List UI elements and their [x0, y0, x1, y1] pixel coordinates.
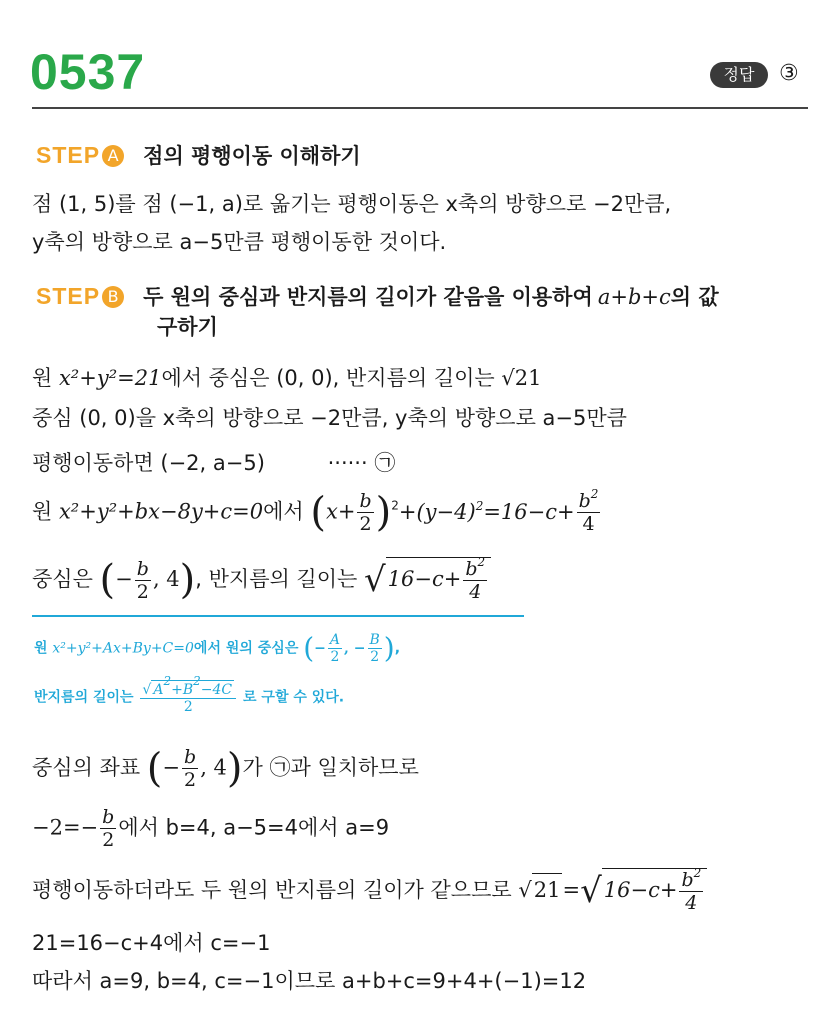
step-b-label: STEP	[36, 283, 101, 309]
circle1-radius: √21	[501, 366, 542, 390]
circle2-rest: $+(y-4)^2=16-c+$	[398, 498, 575, 524]
circle1-line	[32, 362, 542, 394]
step-a-label: STEP	[36, 142, 101, 168]
solve-b-suffix: 에서 b=4, a−5=4에서 a=9	[118, 815, 390, 840]
marker-dots: ······	[327, 451, 368, 475]
solve-b-line	[32, 806, 389, 851]
note-comma-minus: , −	[344, 640, 366, 657]
step-a-title: 점의 평행이동 이해하기	[143, 144, 361, 168]
circle1-mid: 에서 중심은 (0, 0), 반지름의 길이는	[161, 366, 502, 390]
header-divider	[32, 107, 808, 109]
answer-badge: 정답	[710, 62, 768, 88]
x-plus: x+	[326, 499, 356, 524]
minus: −	[115, 567, 133, 591]
center-lparen: (	[99, 557, 116, 603]
fraction-b-over-2-note: $\frac{B}{2}$	[369, 632, 380, 665]
note1-mid: 에서 원의 중심은	[193, 640, 299, 657]
rparen: )	[375, 489, 392, 536]
circle1-prefix: 원	[32, 366, 59, 390]
fraction-b-over-2-center: $\frac{b}{2}$	[136, 557, 149, 603]
final-line: 따라서 a=9, b=4, c=−1이므로 a+b+c=9+4+(−1)=12	[32, 969, 587, 993]
note1-prefix: 원	[34, 640, 53, 657]
circle2-prefix: 원	[32, 499, 59, 524]
match-suffix: 가 ㉠과 일치하므로	[242, 755, 419, 780]
sqrt21: √21=	[518, 878, 580, 902]
match-lparen: (	[146, 745, 163, 792]
move-line2-text: 평행이동하면 (−2, a−5)	[32, 451, 265, 475]
step-b-header	[36, 281, 719, 313]
note-line1: 원 x²+y²+Ax+By+C=0에서 원의 중심은 (− $\frac{A}{2}$ , − $\frac{B}{2}$ ),	[34, 631, 401, 665]
match-4: , 4	[200, 755, 227, 780]
note-minus-1: −	[314, 640, 326, 657]
marker-circle: ㉠	[374, 451, 396, 475]
step-a-line2: y축의 방향으로 a−5만큼 평행이동한 것이다.	[32, 230, 447, 254]
match-line	[32, 746, 419, 791]
sqrt-sign: √	[363, 560, 386, 600]
note2-suffix: 로 구할 수 있다.	[243, 689, 345, 706]
step-a-header	[36, 140, 361, 171]
radius-eq-prefix: 평행이동하더라도 두 원의 반지름의 길이가 같으므로	[32, 878, 519, 902]
fraction-b2-over-4: $\frac{b^2}{4}$	[578, 487, 599, 535]
circle2-line: 원 x²+y²+bx−8y+c=0에서 (x+ $\frac{b}{2}$ )$^2+(y-4)^2=16-c+$ $\frac{b^2}{4}$	[32, 487, 599, 536]
radius-equal-line	[32, 868, 707, 914]
note-rparen: )	[383, 631, 395, 665]
match-prefix: 중심의 좌표	[32, 755, 141, 780]
match-minus: −	[162, 755, 181, 780]
note-lparen: (	[303, 631, 315, 665]
center-radius-line	[32, 557, 491, 603]
step-b-title-end: 의 값	[670, 285, 719, 309]
note-line2	[34, 674, 345, 715]
fraction-b-over-2-solve: $\frac{b}{2}$	[102, 806, 115, 851]
c-line: 21=16−c+4에서 c=−1	[32, 931, 271, 955]
move-line2	[32, 447, 395, 479]
center-prefix: 중심은	[32, 567, 93, 591]
fraction-b-over-2-match: $\frac{b}{2}$	[184, 746, 197, 791]
fraction-radius-formula: $\frac{√ A^2+B^2-4C}{2}$	[140, 680, 236, 715]
match-rparen: )	[226, 745, 243, 792]
fraction-b-over-2: $\frac{b}{2}$	[359, 490, 372, 535]
circle2-eq: x²+y²+bx−8y+c=0	[58, 499, 264, 524]
circle2-mid: 에서	[263, 499, 304, 524]
step-b-letter: B	[102, 286, 124, 308]
answer-value: ③	[779, 61, 799, 86]
move-line1: 중심 (0, 0)을 x축의 방향으로 −2만큼, y축의 방향으로 a−5만큼	[32, 406, 627, 430]
center-rparen: )	[179, 557, 196, 603]
sqrt-sign-2: √	[580, 871, 602, 911]
center-4: , 4	[152, 567, 180, 591]
note-divider	[32, 615, 524, 617]
lparen: (	[310, 489, 326, 536]
sqrt-body: 16−c+ $\frac{b^2}{4}$	[386, 557, 492, 603]
step-b-title-expr: a+b+c	[597, 285, 671, 309]
problem-number: 0537	[30, 44, 146, 100]
step-b-title: 두 원의 중심과 반지름의 길이가 같음을 이용하여	[143, 285, 593, 309]
fraction-a-over-2: $\frac{A}{2}$	[329, 632, 341, 665]
solve-lhs: −2=−	[32, 815, 99, 840]
sqrt-body-2: 16−c+ $\frac{b^2}{4}$	[602, 868, 708, 914]
step-a-line1: 점 (1, 5)를 점 (−1, a)로 옮기는 평행이동은 x축의 방향으로 −2만큼,	[32, 192, 672, 216]
radius-label: , 반지름의 길이는	[195, 567, 358, 591]
circle1-eq: x²+y²=21	[58, 366, 162, 390]
note1-eq: x²+y²+Ax+By+C=0	[52, 640, 194, 657]
step-a-letter: A	[102, 145, 124, 167]
note2-prefix: 반지름의 길이는	[34, 689, 134, 706]
step-b-title-line2: 구하기	[157, 315, 218, 339]
